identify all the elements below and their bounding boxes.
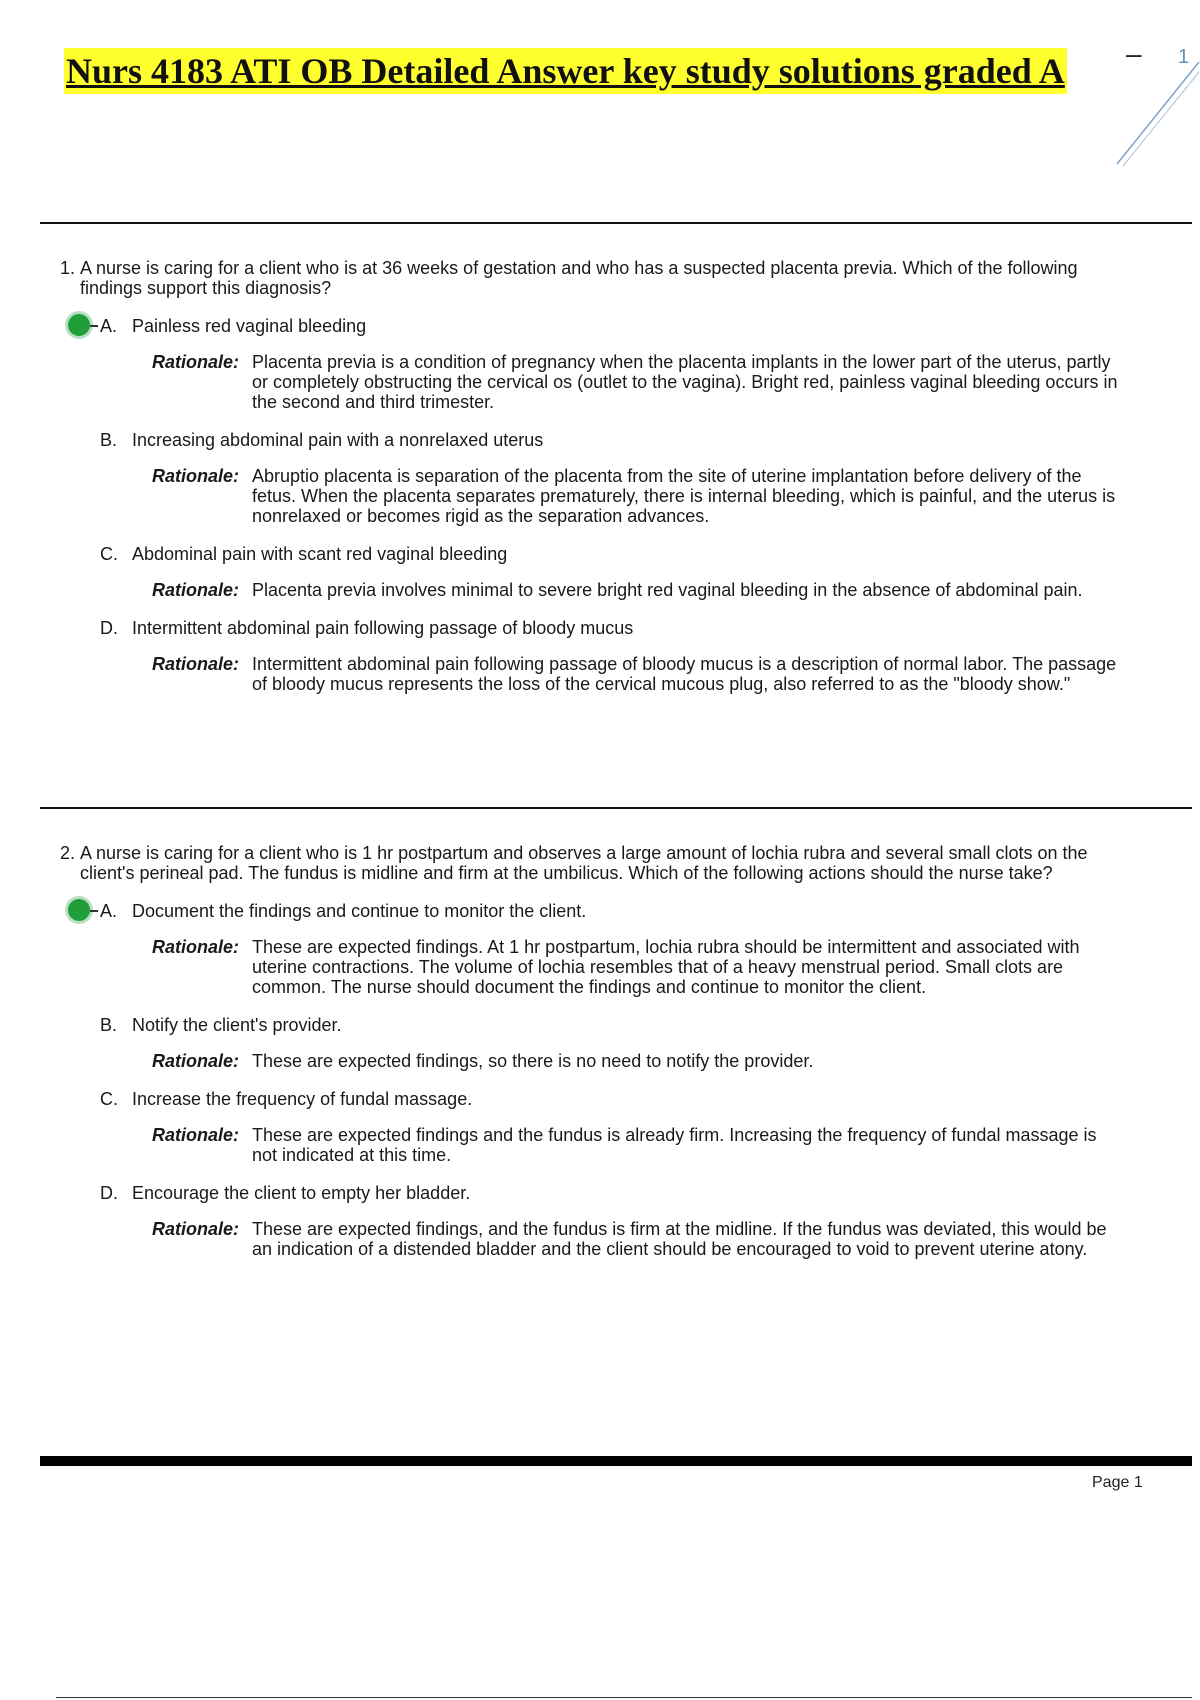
correct-answer-icon [68,899,90,921]
header-dash: – [1126,38,1142,69]
option-d[interactable] [100,1183,1120,1203]
option-text: Abdominal pain with scant red vaginal bleeding [132,544,508,564]
option-c[interactable] [100,1089,1120,1109]
option-letter: A. [100,901,118,921]
option-letter: D. [100,1183,118,1203]
corner-decoration-icon [1115,60,1200,170]
correct-answer-pointer [90,325,98,327]
correct-answer-icon [68,314,90,336]
page-number: Page 1 [1092,1474,1143,1491]
rationale-text: These are expected findings, so there is no need to notify the provider. [252,1051,814,1071]
rationale-label: Rationale: [152,1051,240,1071]
rationale [152,352,1120,412]
option-letter: D. [100,618,118,638]
question-number: 1. [60,258,76,278]
option-d[interactable] [100,618,1120,638]
rationale-text: Placenta previa involves minimal to severe bright red vaginal bleeding in the absence of abdominal pain. [252,580,1083,600]
option-letter: C. [100,1089,118,1109]
option-letter: A. [100,316,118,336]
rationale-label: Rationale: [152,466,240,486]
rationale [152,937,1120,997]
option-text: Painless red vaginal bleeding [132,316,367,336]
option-a[interactable] [100,901,1120,921]
option-text: Notify the client's provider. [132,1015,342,1035]
option-text: Increasing abdominal pain with a nonrelaxed uterus [132,430,544,450]
rationale [152,466,1120,526]
rationale-text: Placenta previa is a condition of pregnancy when the placenta implants in the lower part of the uterus, partly or completely obstructing the cervical os (outlet to the vagina). Bright red, painless vaginal bleeding occurs in the second and third trimester. [252,352,1118,412]
rationale-text: Intermittent abdominal pain following passage of bloody mucus is a description of normal labor. The passage of bloody mucus represents the loss of the cervical mucous plug, also referred to as the "bloody show." [252,654,1117,694]
option-text: Document the findings and continue to monitor the client. [132,901,587,921]
question-text: A nurse is caring for a client who is 1 hr postpartum and observes a large amount of lochia rubra and several small clots on the client's perineal pad. The fundus is midline and firm at the umbilicus. Which of the following actions should the nurse take? [80,843,1088,883]
option-text: Intermittent abdominal pain following passage of bloody mucus [132,618,634,638]
rationale-label: Rationale: [152,352,240,372]
option-letter: B. [100,430,118,450]
rationale-text: These are expected findings, and the fundus is firm at the midline. If the fundus was deviated, this would be an indication of a distended bladder and the client should be encouraged to void to prevent uterine atony. [252,1219,1107,1259]
corner-page-number: 1 [1178,46,1190,68]
bottom-divider [56,1697,1192,1698]
rationale [152,654,1120,694]
rationale [152,580,1120,600]
document-title: Nurs 4183 ATI OB Detailed Answer key study solutions graded A [64,48,1067,94]
option-c[interactable] [100,544,1120,564]
option-text: Encourage the client to empty her bladder. [132,1183,471,1203]
option-a[interactable] [100,316,1120,336]
rationale-text: Abruptio placenta is separation of the placenta from the site of uterine implantation before delivery of the fetus. When the placenta separates prematurely, there is internal bleeding, which is painful, and the uterus is nonrelaxed or becomes rigid as the separation advances. [252,466,1116,526]
question-text: A nurse is caring for a client who is at 36 weeks of gestation and who has a suspected placenta previa. Which of the following findings support this diagnosis? [80,258,1078,298]
question-1 [60,258,1120,694]
option-text: Increase the frequency of fundal massage. [132,1089,473,1109]
correct-answer-pointer [90,910,98,912]
question-number: 2. [60,843,76,863]
question-divider [40,807,1192,809]
option-letter: B. [100,1015,118,1035]
option-b[interactable] [100,1015,1120,1035]
rationale-label: Rationale: [152,1125,240,1145]
rationale [152,1125,1120,1165]
question-2 [60,843,1120,1259]
rationale-label: Rationale: [152,937,240,957]
rationale-label: Rationale: [152,1219,240,1239]
rationale-text: These are expected findings. At 1 hr postpartum, lochia rubra should be intermittent and associated with uterine contractions. The volume of lochia resembles that of a heavy menstrual period. Small clots are common. The nurse should document the findings and continue to monitor the client. [252,937,1080,997]
rationale-label: Rationale: [152,654,240,674]
rationale [152,1051,1120,1071]
option-b[interactable] [100,430,1120,450]
top-divider [40,222,1192,224]
option-letter: C. [100,544,118,564]
rationale-text: These are expected findings and the fundus is already firm. Increasing the frequency of fundal massage is not indicated at this time. [252,1125,1097,1165]
footer-rule [40,1456,1192,1466]
rationale-label: Rationale: [152,580,240,600]
rationale [152,1219,1120,1259]
